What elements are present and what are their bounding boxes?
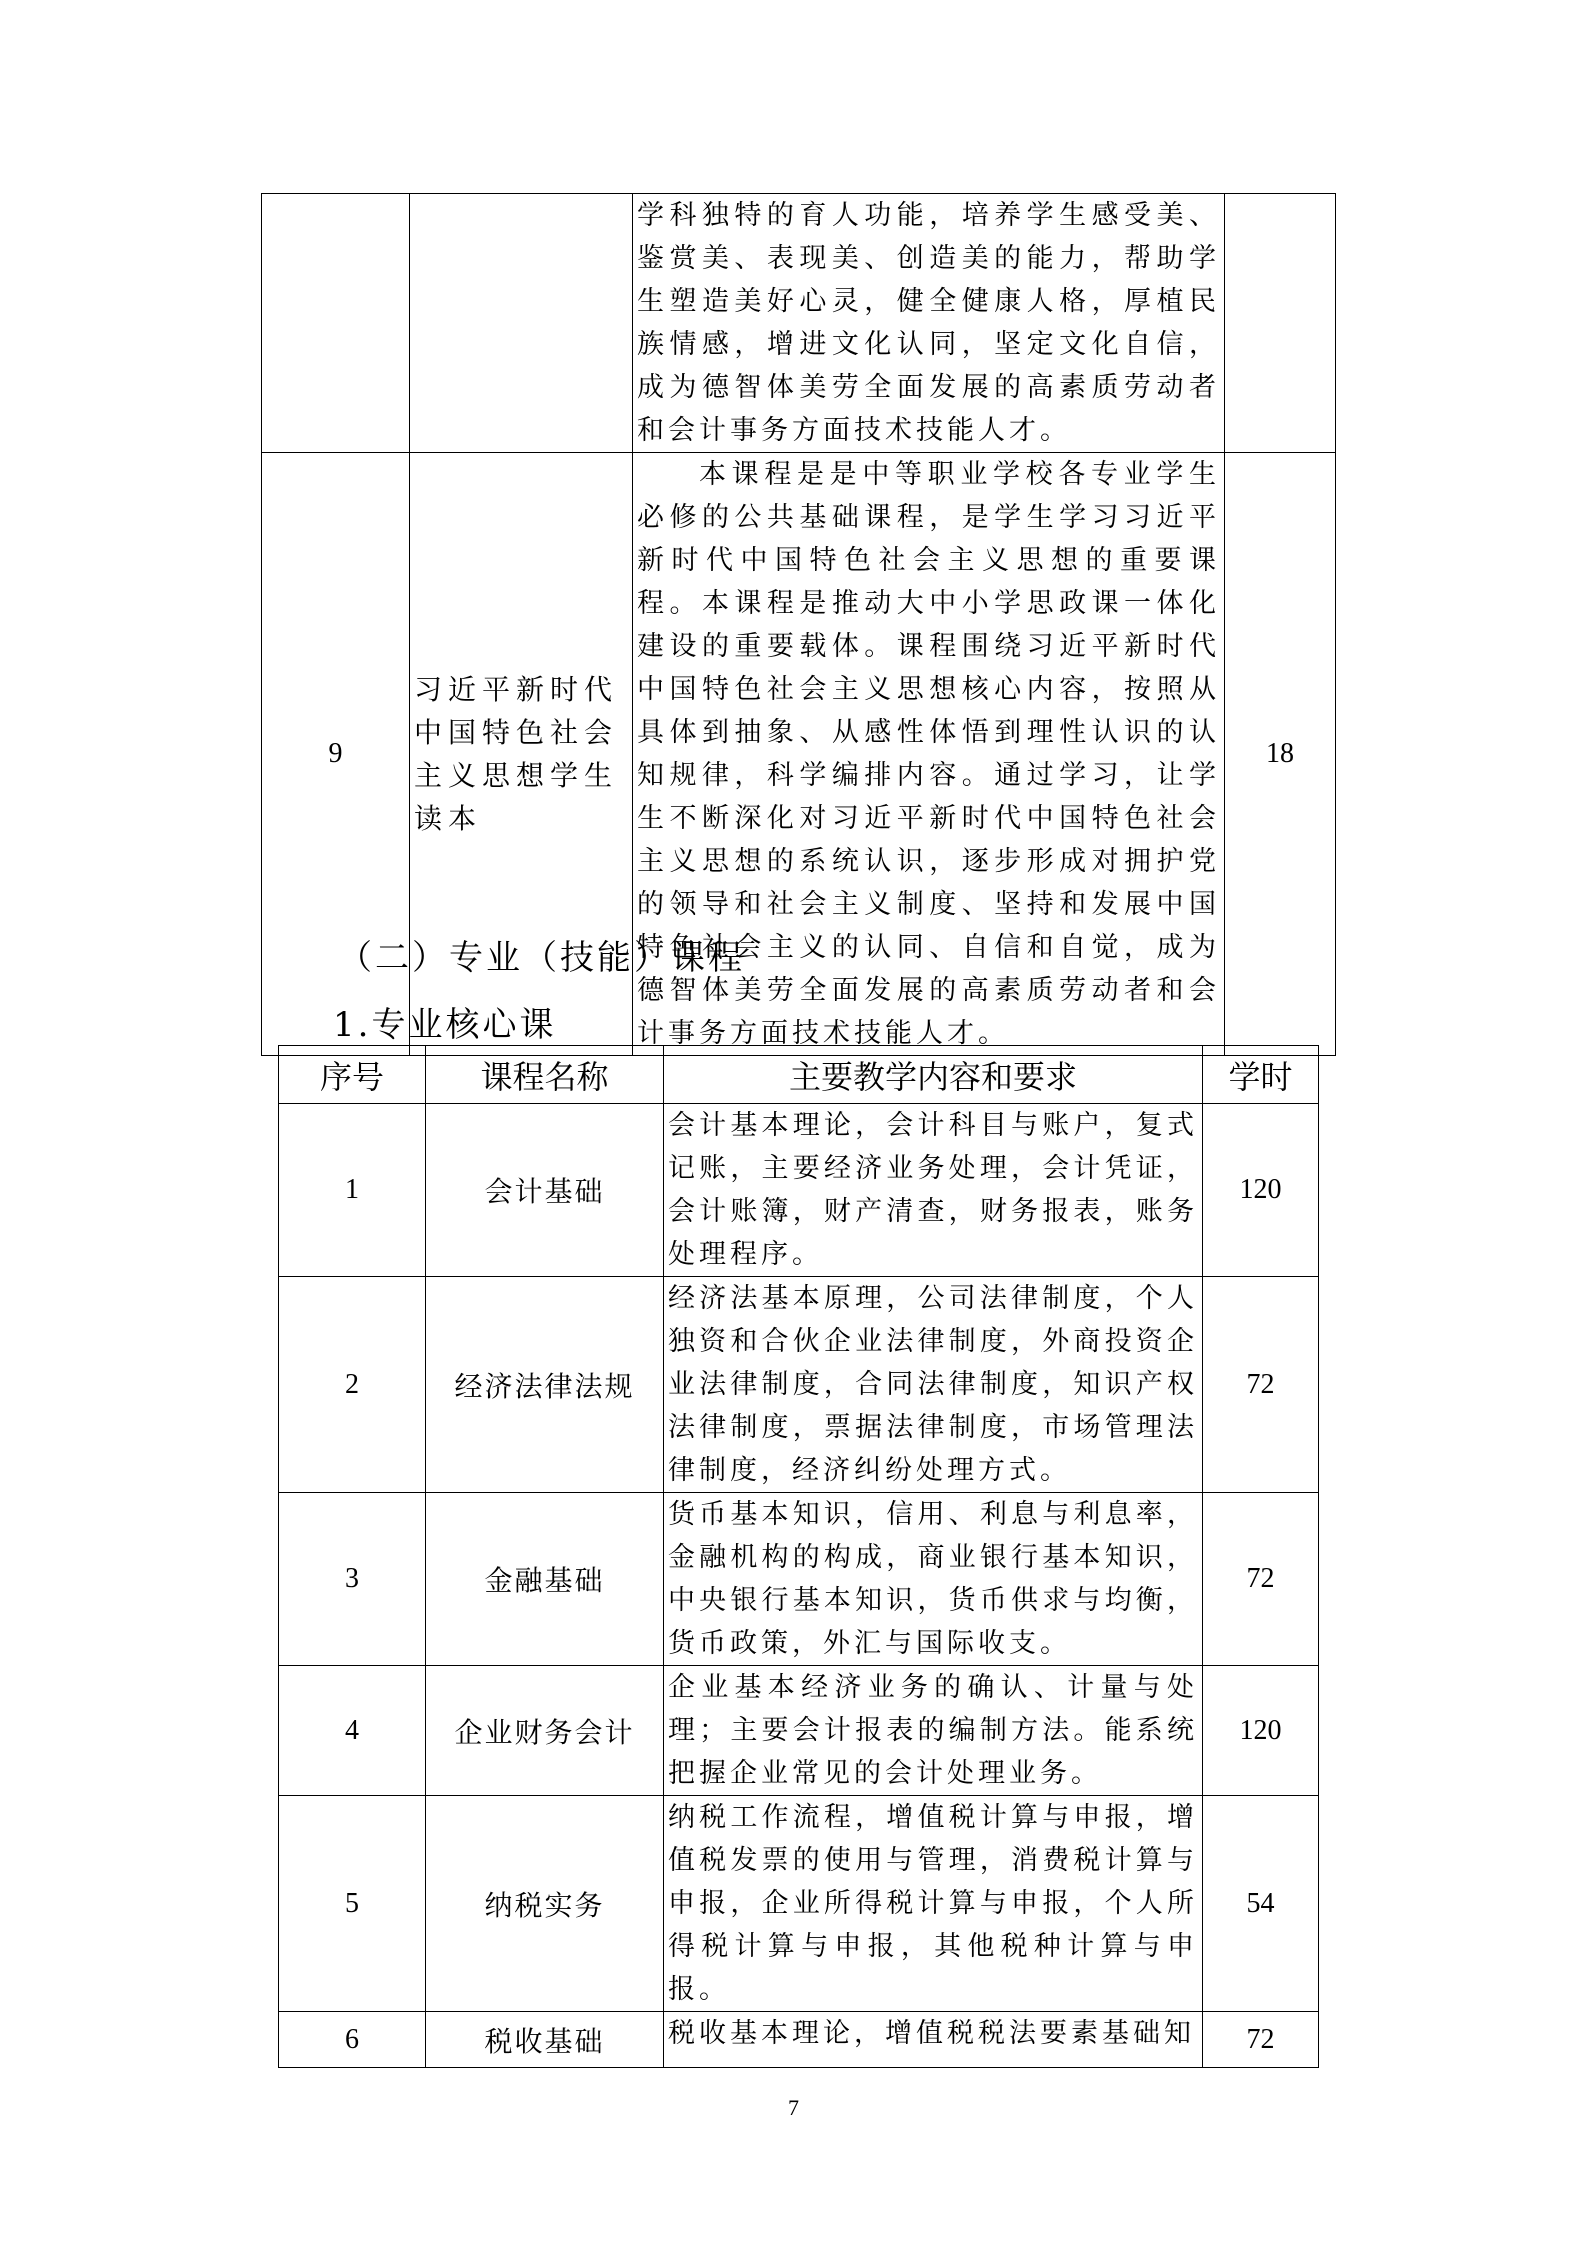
course-content: 会计基本理论，会计科目与账户，复式记账，主要经济业务处理，会计凭证，会计账簿，财产清查，财务报表，账务处理程序。: [664, 1104, 1203, 1277]
core-course-table: [278, 1045, 1319, 2068]
course-name: 会计基础: [426, 1104, 664, 1277]
course-name: 金融基础: [426, 1493, 664, 1666]
table-row: [279, 1666, 1319, 1796]
header-course-name: 课程名称: [426, 1046, 664, 1104]
course-content: 货币基本知识，信用、利息与利息率，金融机构的构成，商业银行基本知识，中央银行基本知识，货币供求与均衡，货币政策，外汇与国际收支。: [664, 1493, 1203, 1666]
header-content: 主要教学内容和要求: [664, 1046, 1203, 1104]
course-name: 习近平新时代中国特色社会主义思想学生读本: [410, 453, 633, 1056]
course-hours: [1225, 194, 1336, 453]
page-number: 7: [788, 2095, 799, 2120]
course-hours: 18: [1225, 453, 1336, 1056]
table-row: [262, 194, 1336, 453]
course-hours: 72: [1203, 1277, 1319, 1493]
course-content: 本课程是是中等职业学校各专业学生必修的公共基础课程，是学生学习习近平新时代中国特色社会主义思想的重要课程。本课程是推动大中小学思政课一体化建设的重要载体。课程围绕习近平新时代中国特色社会主义思想核心内容，按照从具体到抽象、从感性体悟到理性认识的认知规律，科学编排内容。通过学习，让学生不断深化对习近平新时代中国特色社会主义思想的系统认识，逐步形成对拥护党的领导和社会主义制度、坚持和发展中国特色社会主义的认同、自信和自觉，成为德智体美劳全面发展的高素质劳动者和会计事务方面技术技能人才。: [633, 453, 1225, 1056]
table-header-row: [279, 1046, 1319, 1104]
course-content: 学科独特的育人功能，培养学生感受美、鉴赏美、表现美、创造美的能力，帮助学生塑造美好心灵，健全健康人格，厚植民族情感，增进文化认同，坚定文化自信，成为德智体美劳全面发展的高素质劳动者和会计事务方面技术技能人才。: [633, 194, 1225, 453]
course-hours: 72: [1203, 2012, 1319, 2068]
course-name: 纳税实务: [426, 1796, 664, 2012]
header-number: 序号: [279, 1046, 426, 1104]
course-hours: 120: [1203, 1104, 1319, 1277]
course-content: 企业基本经济业务的确认、计量与处理；主要会计报表的编制方法。能系统把握企业常见的会计处理业务。: [664, 1666, 1203, 1796]
subsection-heading: 1.专业核心课: [333, 1005, 557, 1045]
row-number: 9: [262, 453, 410, 1056]
table-row: [279, 1277, 1319, 1493]
course-content: 经济法基本原理，公司法律制度，个人独资和合伙企业法律制度，外商投资企业法律制度，合同法律制度，知识产权法律制度，票据法律制度，市场管理法律制度，经济纠纷处理方式。: [664, 1277, 1203, 1493]
row-number: 3: [279, 1493, 426, 1666]
row-number: [262, 194, 410, 453]
row-number: 2: [279, 1277, 426, 1493]
course-hours: 72: [1203, 1493, 1319, 1666]
row-number: 6: [279, 2012, 426, 2068]
row-number: 5: [279, 1796, 426, 2012]
section-heading: （二）专业（技能）课程: [338, 938, 745, 978]
table-row: [279, 2012, 1319, 2068]
course-content: 税收基本理论，增值税税法要素基础知: [664, 2012, 1203, 2068]
table-row: [279, 1493, 1319, 1666]
course-name: [410, 194, 633, 453]
course-name: 税收基础: [426, 2012, 664, 2068]
course-name: 经济法律法规: [426, 1277, 664, 1493]
row-number: 4: [279, 1666, 426, 1796]
table-row: [279, 1104, 1319, 1277]
course-name: 企业财务会计: [426, 1666, 664, 1796]
table-row: [279, 1796, 1319, 2012]
course-hours: 120: [1203, 1666, 1319, 1796]
course-hours: 54: [1203, 1796, 1319, 2012]
course-content: 纳税工作流程，增值税计算与申报，增值税发票的使用与管理，消费税计算与申报，企业所得税计算与申报，个人所得税计算与申报，其他税种计算与申报。: [664, 1796, 1203, 2012]
public-course-table-continued: [261, 193, 1336, 1056]
row-number: 1: [279, 1104, 426, 1277]
header-hours: 学时: [1203, 1046, 1319, 1104]
